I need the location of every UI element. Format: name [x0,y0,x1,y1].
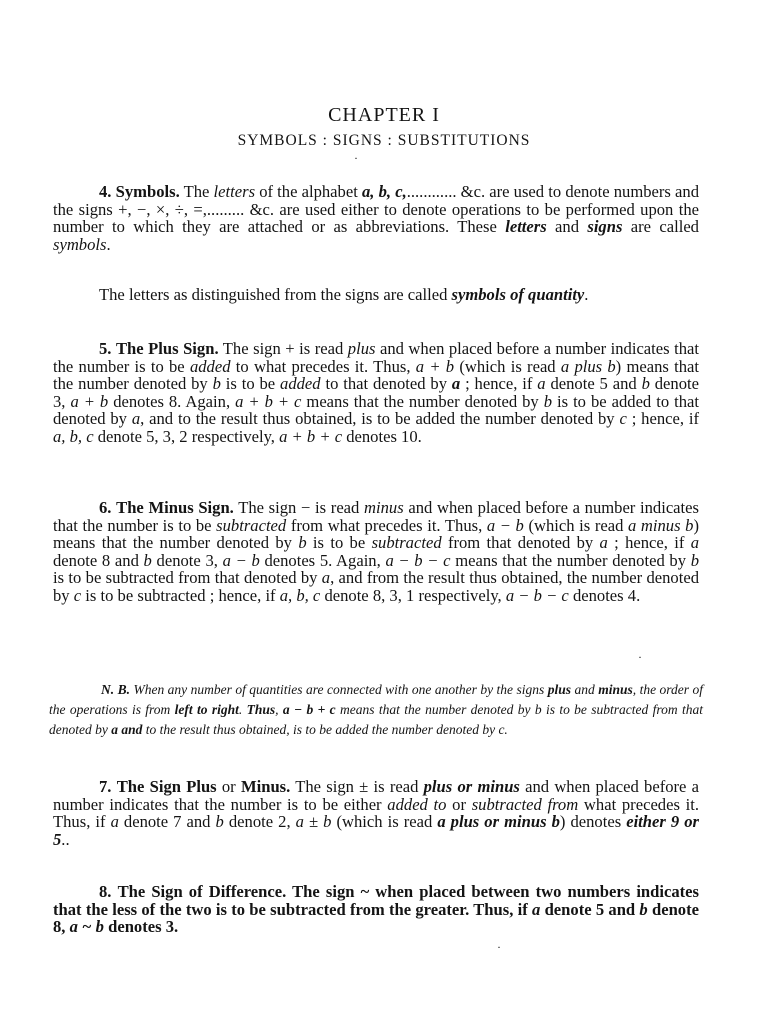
text-run: means that the number denoted by [301,391,544,411]
text-run: means that the number denoted by b is to be subtracted from that denoted by [49,702,703,737]
paragraph-symbols [53,183,699,253]
text-run: ; hence, if [626,409,700,429]
section-heading: The Plus Sign. [115,339,219,358]
text-run: ) means that the number denoted by [53,356,700,394]
italic-run: b [143,550,152,570]
text-run: The sign − is read [233,498,365,517]
italic-run: a − b − c [505,585,569,605]
text-run: , the order of the operations is from [49,682,703,717]
print-speck: · [354,151,358,165]
text-run: . [238,702,247,717]
italic-run: subtracted from [471,794,579,814]
italic-run: a ± b [295,812,332,832]
text-run: ; hence, if [607,533,691,553]
text-run: is to be subtracted from that denoted by [53,568,322,588]
text-run: When any number of quantities are connected with one another by the signs [129,682,548,697]
text-run: is to be [220,374,281,394]
text-run: means that the number denoted by [450,550,691,570]
text-run: ) means that the number denoted by [53,515,699,553]
text-run: . [106,234,111,254]
text-run: denote 2, [223,812,296,832]
italic-run: added [189,356,231,376]
italic-run: a [451,374,461,394]
nota-bene-note [49,680,703,740]
text-run: denote 8, 3, 1 respectively, [320,585,506,605]
italic-run: b [212,374,221,394]
text-run: The sign ~ when placed between two numbers indicates that the less of the two is to be subtracted from the greater. Thus, if [53,882,700,919]
print-speck: · [638,650,642,664]
paragraph-plus-or-minus [53,778,699,848]
paragraph-minus-sign [53,499,699,605]
chapter-subtitle: SYMBOLS : SIGNS : SUBSTITUTIONS [237,132,531,149]
italic-run: a plus or minus b [437,812,560,832]
text-run: . [584,285,589,304]
italic-run: a minus b [628,515,694,535]
text-run: , [275,702,283,717]
italic-run: c [73,585,82,605]
text-run: denotes 10. [342,426,422,446]
bold-run: Thus [246,702,276,717]
italic-run: a [690,533,699,553]
italic-run: b [543,391,553,411]
italic-run: a [599,533,608,553]
italic-run: letters [213,182,256,201]
paragraph-plus-sign [53,340,699,446]
text-run: ) denotes [559,812,627,832]
section-heading-continued: Minus. [240,777,291,796]
italic-run: a − b − c [385,550,451,570]
italic-run: added to [387,794,447,814]
italic-run: a plus b [560,356,616,376]
bold-run: a − b + c [282,702,336,717]
text-run: denote 5 and [545,374,642,394]
text-run: is to be subtracted ; hence, if [81,585,280,605]
text-run: and when placed before a number indicates that the number is to be either [53,777,700,814]
section-number: 5. [99,339,112,358]
italic-run: plus or minus [423,777,520,796]
italic-run: a, b, c [279,585,321,605]
italic-run: a [131,409,141,429]
text-run: The sign + is read [218,339,348,358]
text-run: and when placed before a number indicates that the number is to be [53,498,699,535]
bold-run: a [111,722,118,737]
paragraph-symbols-of-quantity [53,286,699,304]
nb-label: N. B. [101,682,130,697]
text-run: and [546,217,588,237]
italic-run: subtracted [371,533,442,553]
text-run: (which is read [454,356,561,376]
text-run: to the result thus obtained, is to be added the number denoted by c. [142,722,508,737]
bold-run: plus [547,682,571,697]
text-run: (which is read [331,812,438,832]
italic-run: either 9 or 5 [53,812,699,849]
text-run: denotes 5. Again, [259,550,386,570]
italic-run: a + b [415,356,455,376]
italic-run: symbols [53,234,107,254]
text-run: or [216,777,241,796]
bold-run: and [121,722,143,737]
chapter-title: CHAPTER I [328,104,440,126]
text-run: The sign ± is read [290,777,424,796]
section-number: 6. [99,498,112,517]
text-run: The [179,182,214,201]
text-run: is to be [306,533,372,553]
italic-run: a + b + c [279,426,343,446]
italic-run: a [321,568,331,588]
section-heading: The Minus Sign. [116,498,234,517]
text-run: to that denoted by [320,374,452,394]
italic-run: letters [505,217,547,237]
section-number: 4. [99,182,112,201]
text-run: ............ &c. are used to denote numbers and the signs +, −, ×, ÷, =,......... &c. are used either to denote operations to be performed upon the number to which they are attached or as abbreviations. These [53,182,699,237]
italic-run: symbols of quantity [451,285,585,304]
text-run: of the alphabet [255,182,362,201]
text-run: are called [622,217,699,237]
italic-run: b [690,550,700,570]
italic-run: b [641,374,650,394]
text-run: to what precedes it. Thus, [230,356,416,376]
text-run: denotes 8. Again, [108,391,236,411]
italic-run: b [639,899,648,919]
italic-run: a [532,899,541,919]
italic-run: c [619,409,627,429]
section-number: 8. [99,882,112,901]
section-heading: The Sign of Difference. [117,882,287,901]
text-run: denote 5 and [540,899,640,919]
text-run: denotes 3. [103,917,179,937]
italic-run: a, b, c, [362,182,407,201]
text-run: what precedes it. Thus, if [53,794,700,832]
text-run: , and to the result thus obtained, is to be added the number denoted by [140,409,620,429]
italic-run: added [280,374,321,394]
text-run: from that denoted by [441,533,600,553]
italic-run: plus [347,339,376,358]
italic-run: minus [364,498,404,517]
text-run: denote 7 and [118,812,216,832]
bold-run: left to right [174,702,239,717]
text-run: or [446,794,472,814]
text-run: The letters as distinguished from the signs are called [99,285,452,304]
text-run: and [571,682,599,697]
paragraph-sign-of-difference [53,883,699,936]
italic-run: a + b + c [235,391,302,411]
italic-run: a − b [486,515,524,535]
text-run: , and from the result thus obtained, the number denoted by [53,568,699,605]
italic-run: a + b [70,391,109,411]
text-run: denote 3, [53,374,699,411]
text-run: (which is read [523,515,628,535]
italic-run: b [215,812,224,832]
text-run: denote 8, [53,899,699,937]
italic-run: a − b [222,550,260,570]
italic-run: b [298,533,307,553]
section-heading: Symbols. [115,182,180,201]
text-run: and when placed before a number indicates that the number is to be [53,339,699,376]
italic-run: a, b, c [53,426,94,446]
text-run: .. [61,829,70,849]
text-run: denotes 4. [568,585,641,605]
section-number: 7. [99,777,112,796]
italic-run: a [110,812,119,832]
italic-run: a ~ b [69,917,104,937]
print-speck: · [497,940,501,954]
section-heading: The Sign Plus [116,777,217,796]
text-run: ; hence, if [460,374,538,394]
italic-run: a [537,374,546,394]
text-run: denote 8 and [53,550,144,570]
bold-run: minus [598,682,633,697]
text-run: from what precedes it. Thus, [286,515,487,535]
italic-run: subtracted [216,515,287,535]
italic-run: signs [587,217,623,237]
text-run: is to be added to that denoted by [53,391,700,429]
text-run: denote 3, [151,550,223,570]
text-run: denote 5, 3, 2 respectively, [93,426,280,446]
